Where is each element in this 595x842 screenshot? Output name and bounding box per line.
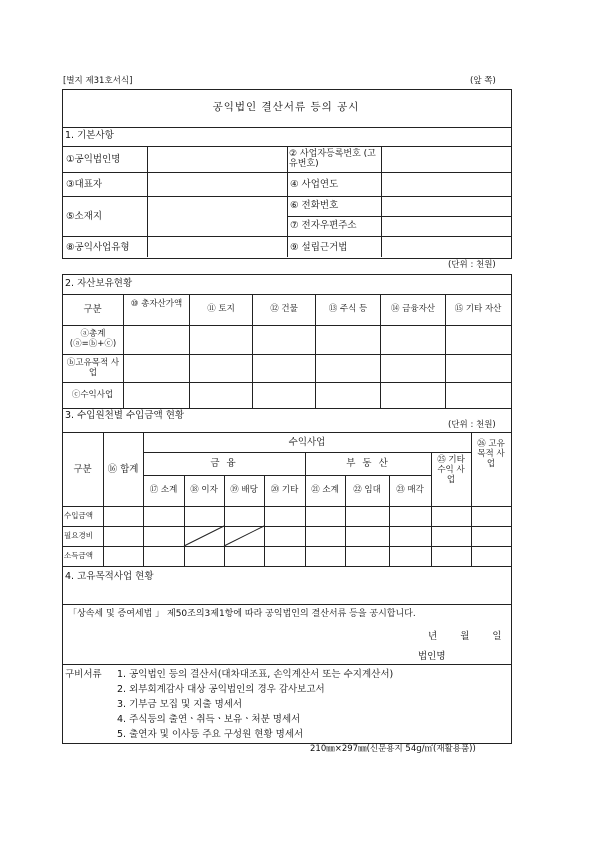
- s3-sub-other: ⑳ 기타: [270, 485, 299, 495]
- section1-heading: 1. 기본사항: [65, 130, 114, 141]
- form-number: [별지 제31호서식]: [63, 76, 133, 86]
- col-total-assets: ⑩ 총자산가액: [130, 299, 183, 309]
- col-gubun: 구분: [83, 304, 102, 315]
- document-item-3: 3. 기부금 모집 및 지출 명세서: [117, 699, 243, 710]
- s3-row-expenses: 필요경비: [64, 531, 93, 540]
- section2-heading: 2. 자산보유현황: [65, 278, 133, 289]
- page-side-label: (앞 쪽): [470, 76, 496, 86]
- label-representative: ③대표자: [66, 179, 103, 190]
- label-email: ⑦ 전자우편주소: [290, 220, 357, 231]
- documents-label: 구비서류: [65, 669, 102, 680]
- paper-spec: 210㎜×297㎜(신문용지 54g/㎡(재활용품)): [310, 744, 476, 754]
- s3-finance: 금 융: [210, 458, 238, 469]
- document-item-2: 2. 외부회계감사 대상 공익법인의 경우 감사보고서: [117, 684, 325, 695]
- col-stocks: ⑬ 주식 등: [328, 304, 368, 314]
- unit-label-2: (단위 : 천원): [448, 420, 496, 430]
- col-land: ⑪ 토지: [207, 304, 235, 314]
- s3-sub-dividend: ⑲ 배당: [230, 485, 258, 495]
- s3-sub-subtotal: ⑰ 소계: [149, 485, 178, 495]
- s3-row-revenue: 수입금액: [64, 511, 93, 520]
- section4-content-field[interactable]: [63, 586, 509, 603]
- declaration-corp-name: 법인명: [418, 651, 446, 662]
- label-fiscal-year: ④ 사업연도: [290, 179, 339, 190]
- document-item-1: 1. 공익법인 등의 결산서(대차대조표, 손익계산서 또는 수지계산서): [117, 669, 394, 680]
- col-building: ⑫ 건물: [270, 304, 298, 314]
- label-business-no: ② 사업자등록번호 (고유번호): [289, 149, 376, 170]
- declaration-text: 「상속세 및 증여세법 」 제50조의3제1항에 따라 공익법인의 결산서류 등을 공시합니다.: [68, 609, 416, 619]
- document-item-5: 5. 출연자 및 이사등 주요 구성원 현황 명세서: [117, 729, 304, 740]
- s3-sub-interest: ⑱ 이자: [190, 485, 218, 495]
- section3-heading: 3. 수입원천별 수입금액 현황: [65, 410, 185, 421]
- s3-own-purpose: ㉖ 고유 목적 사업: [477, 439, 505, 469]
- s3-col-gubun: 구분: [73, 464, 92, 475]
- row-profit-business: ⓒ수익사업: [71, 390, 114, 400]
- s3-sub-rent: ㉒ 임대: [353, 485, 381, 495]
- s3-col-total: ⑯ 합계: [107, 464, 139, 475]
- col-financial-assets: ⑭ 금융자산: [390, 304, 436, 314]
- label-legal-basis: ⑨ 설립근거법: [290, 242, 348, 253]
- label-phone: ⑥ 전화번호: [290, 200, 339, 211]
- unit-label-1: (단위 : 천원): [448, 260, 496, 270]
- label-address: ⑤소재지: [66, 211, 103, 222]
- s3-profit-business: 수익사업: [288, 437, 326, 448]
- label-business-type: ⑧공익사업유형: [66, 242, 130, 253]
- row-own-purpose: ⓑ고유목적 사업: [66, 358, 120, 378]
- document-item-4: 4. 주식등의 출연ㆍ취득ㆍ보유ㆍ처분 명세서: [117, 714, 301, 725]
- row-total: ⓐ총계 (ⓐ=ⓑ+ⓒ): [69, 329, 117, 349]
- s3-sub-re-subtotal: ㉑ 소계: [311, 485, 339, 495]
- col-other-assets: ⑮ 기타 자산: [454, 304, 502, 314]
- s3-sub-sale: ㉓ 매각: [396, 485, 424, 495]
- s3-row-income: 소득금액: [64, 551, 93, 560]
- page-title: 공익법인 결산서류 등의 공시: [212, 101, 360, 113]
- s3-other-income: ㉕ 기타 수익 사업: [437, 455, 465, 485]
- label-corp-name: ①공익법인명: [66, 154, 121, 165]
- section4-heading: 4. 고유목적사업 현황: [65, 571, 154, 582]
- s3-realestate: 부 동 산: [346, 458, 390, 469]
- declaration-date: 년 월 일: [428, 631, 512, 642]
